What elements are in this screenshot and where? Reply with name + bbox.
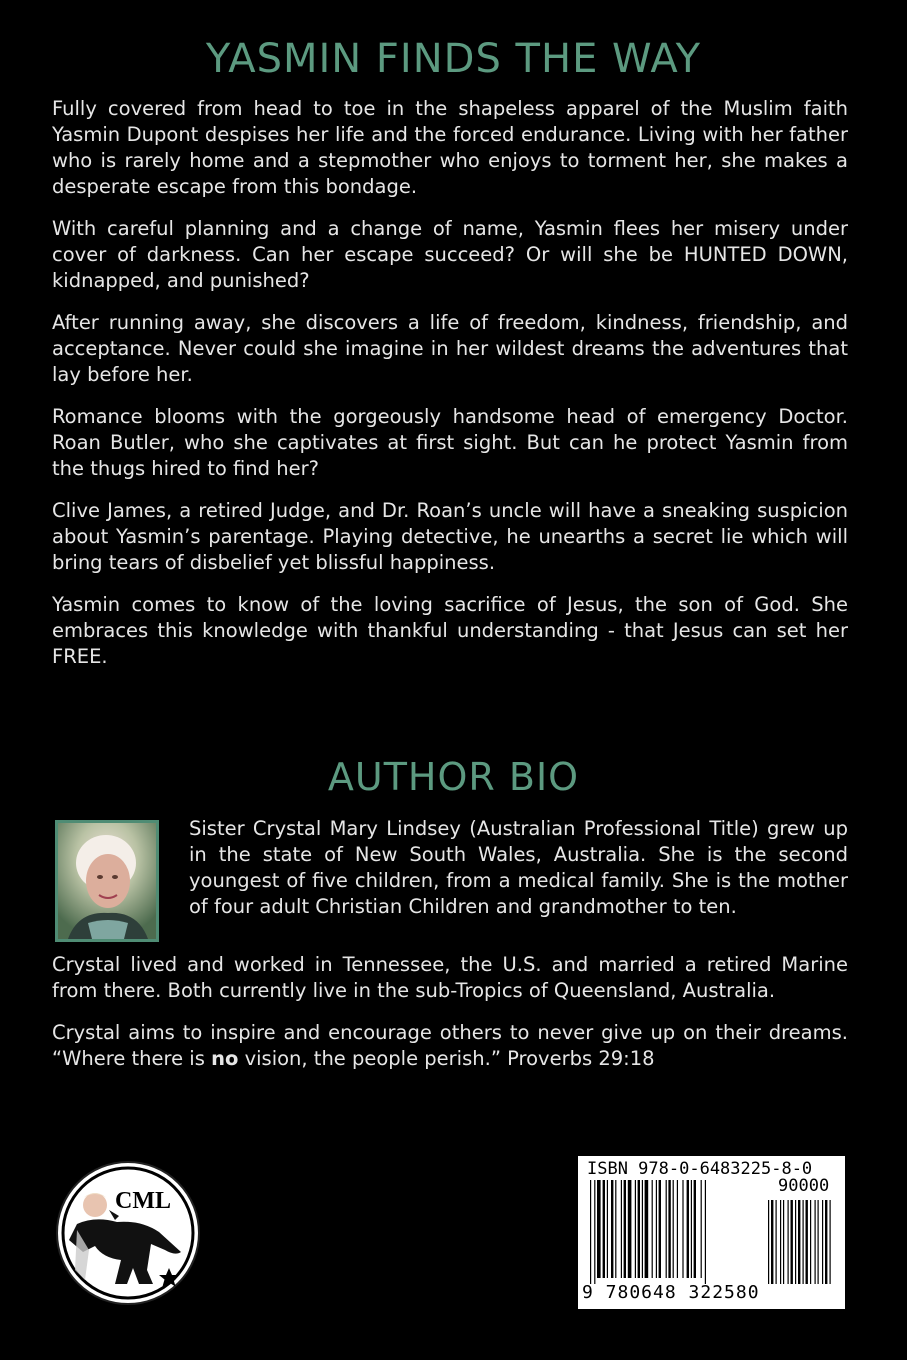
isbn-label: ISBN 978-0-6483225-8-0 [587, 1159, 813, 1179]
bio-paragraph: Crystal lived and worked in Tennessee, the U.S. and married a retired Marine from there. Both currently live in the sub-Tropics of Queensland, Australia. [52, 953, 848, 1002]
blurb-paragraph: Fully covered from head to toe in the shapeless apparel of the Muslim faith Yasmin Dupont despises her life and the forced endurance. Living with her father who is rarely home and a stepmother who enjoys to torment her, she makes a desperate escape from this bondage. [52, 97, 848, 198]
isbn-barcode [578, 1156, 845, 1309]
barcode-digits: 9 780648 322580 [582, 1282, 760, 1303]
bio-emphasis: no [211, 1047, 239, 1070]
price-code: 90000 [778, 1176, 830, 1196]
blurb-paragraph: With careful planning and a change of name, Yasmin flees her misery under cover of darkness. Can her escape succeed? Or will she be HUNTED DOWN, kidnapped, and punished? [52, 217, 848, 292]
author-portrait-image [58, 823, 156, 939]
bio-text: Crystal aims to inspire and encourage others to never give up on their dreams. “Where there is [52, 1021, 848, 1070]
blurb-paragraph: Clive James, a retired Judge, and Dr. Roan’s uncle will have a sneaking suspicion about Yasmin’s parentage. Playing detective, he unearths a secret lie which will bring tears of disbelief yet blissful happiness. [52, 499, 848, 574]
book-title: YASMIN FINDS THE WAY [205, 36, 702, 82]
bio-paragraph [52, 1020, 848, 1072]
logo-text: CML [115, 1188, 171, 1214]
bio-text: vision, the people perish.” Proverbs 29:18 [238, 1047, 655, 1070]
blurb [52, 96, 848, 686]
author-bio-heading: AUTHOR BIO [327, 755, 580, 799]
bio-paragraph: Sister Crystal Mary Lindsey (Australian Professional Title) grew up in the state of New South Wales, Australia. She is the second youngest of five children, from a medical family. She is the mother of four adult Christian Children and grandmother to ten. [189, 817, 848, 918]
author-photo [55, 820, 159, 942]
blurb-paragraph: Yasmin comes to know of the loving sacrifice of Jesus, the son of God. She embraces this knowledge with thankful understanding - that Jesus can set her FREE. [52, 593, 848, 668]
blurb-paragraph: After running away, she discovers a life of freedom, kindness, friendship, and acceptance. Never could she imagine in her wildest dreams the adventures that lay before her. [52, 311, 848, 386]
publisher-logo [55, 1160, 201, 1306]
blurb-paragraph: Romance blooms with the gorgeously handsome head of emergency Doctor. Roan Butler, who she captivates at first sight. But can he protect Yasmin from the thugs hired to find her? [52, 405, 848, 480]
author-bio [52, 816, 848, 1088]
